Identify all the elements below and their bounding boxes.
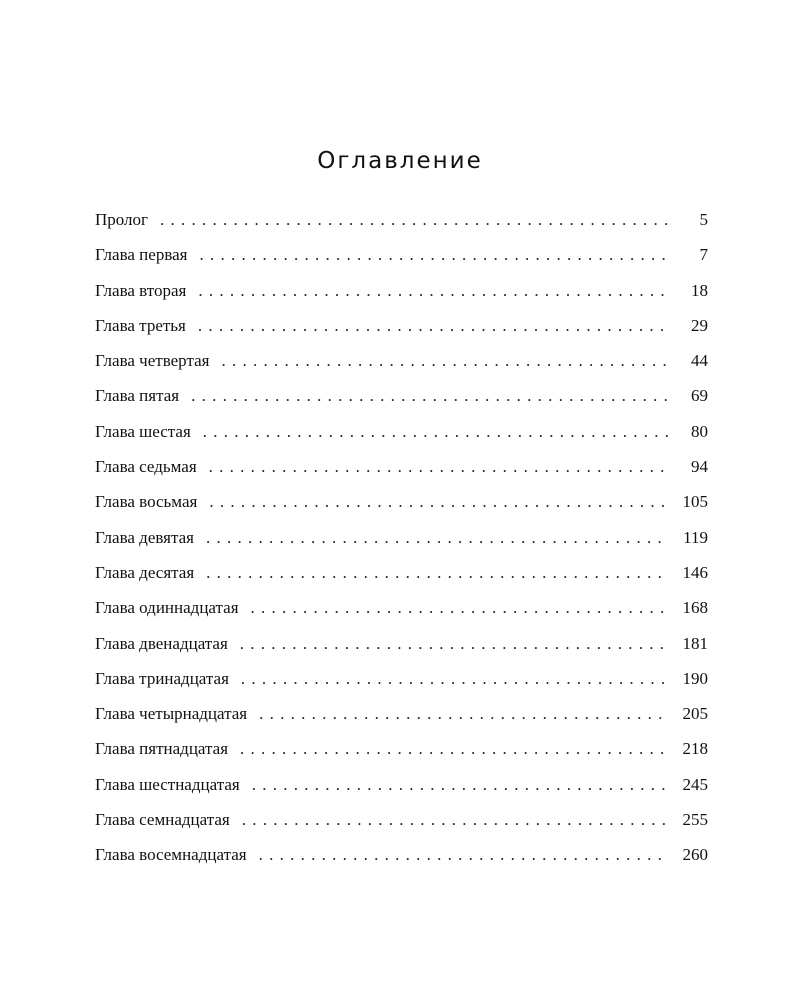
toc-entry-page-number: 44	[691, 351, 708, 371]
dot-leader	[200, 237, 669, 272]
toc-entry[interactable]	[95, 837, 708, 872]
toc-entry-label: Глава пятнадцатая	[95, 739, 229, 759]
toc-entry[interactable]	[95, 520, 708, 555]
toc-entry[interactable]	[95, 308, 708, 343]
toc-entry-label: Глава четырнадцатая	[95, 704, 248, 724]
toc-entry[interactable]	[95, 343, 708, 378]
toc-entry[interactable]	[95, 484, 708, 519]
toc-entry[interactable]	[95, 767, 708, 802]
toc-entry[interactable]	[95, 273, 708, 308]
toc-entry-label: Глава двенадцатая	[95, 633, 228, 653]
toc-entry-label: Пролог	[95, 210, 149, 229]
toc-entry-page-number: 181	[682, 633, 708, 653]
toc-entry-label: Глава первая	[95, 245, 188, 265]
toc-entry[interactable]	[95, 802, 708, 837]
dot-leader	[240, 626, 668, 661]
toc-entry[interactable]	[95, 590, 708, 625]
toc-entry-label: Глава вторая	[95, 280, 187, 300]
dot-leader	[203, 414, 668, 449]
toc-entry-page-number: 69	[691, 386, 708, 406]
toc-entry[interactable]	[95, 449, 708, 484]
dot-leader	[209, 484, 668, 519]
toc-entry-page-number: 245	[682, 774, 708, 794]
toc-entry-label: Глава шестая	[95, 421, 191, 441]
toc-entry-label: Глава седьмая	[95, 457, 197, 477]
toc-entry[interactable]	[95, 661, 708, 696]
dot-leader	[259, 696, 668, 731]
toc-entry[interactable]	[95, 555, 708, 590]
table-of-contents	[95, 202, 708, 873]
toc-entry-label: Глава четвертая	[95, 351, 210, 371]
toc-entry-page-number: 146	[682, 562, 708, 582]
toc-entry-label: Глава восьмая	[95, 492, 198, 512]
toc-entry-label: Глава шестнадцатая	[95, 774, 240, 794]
toc-entry-page-number: 190	[682, 668, 708, 688]
toc-entry-page-number: 218	[682, 739, 708, 759]
dot-leader	[209, 449, 668, 484]
toc-entry-page-number: 18	[691, 280, 708, 300]
toc-entry[interactable]	[95, 414, 708, 449]
toc-entry-label: Глава тринадцатая	[95, 668, 229, 688]
page-title: Оглавление	[317, 148, 483, 174]
toc-entry-page-number: 105	[682, 492, 708, 512]
toc-entry-label: Глава одиннадцатая	[95, 598, 239, 618]
dot-leader	[221, 343, 668, 378]
dot-leader	[242, 802, 668, 837]
toc-entry-label: Глава пятая	[95, 386, 180, 406]
toc-entry-page-number: 260	[682, 845, 708, 865]
toc-entry-page-number: 7	[699, 245, 708, 265]
dot-leader	[240, 731, 668, 766]
toc-entry-page-number: 94	[691, 457, 708, 477]
dot-leader	[241, 661, 668, 696]
toc-entry-label: Глава десятая	[95, 562, 195, 582]
toc-entry-page-number: 205	[682, 704, 708, 724]
dot-leader	[160, 202, 668, 237]
dot-leader	[259, 837, 668, 872]
toc-entry[interactable]	[95, 237, 708, 272]
toc-entry-page-number: 168	[682, 598, 708, 618]
toc-entry-page-number: 29	[691, 315, 708, 335]
toc-entry-label: Глава третья	[95, 315, 186, 335]
dot-leader	[191, 378, 668, 413]
toc-entry[interactable]	[95, 696, 708, 731]
dot-leader	[206, 555, 668, 590]
toc-entry-label: Глава семнадцатая	[95, 810, 230, 830]
toc-entry[interactable]	[95, 731, 708, 766]
dot-leader	[198, 273, 668, 308]
dot-leader	[198, 308, 668, 343]
toc-entry-page-number: 5	[699, 210, 708, 229]
toc-entry[interactable]	[95, 626, 708, 661]
dot-leader	[251, 590, 668, 625]
toc-entry-label: Глава восемнадцатая	[95, 845, 247, 865]
toc-entry-page-number: 80	[691, 421, 708, 441]
toc-entry-label: Глава девятая	[95, 527, 194, 547]
toc-entry-page-number: 119	[683, 527, 708, 547]
toc-entry[interactable]	[95, 378, 708, 413]
dot-leader	[206, 520, 668, 555]
toc-entry[interactable]	[95, 202, 708, 237]
toc-entry-page-number: 255	[682, 810, 708, 830]
dot-leader	[252, 767, 668, 802]
